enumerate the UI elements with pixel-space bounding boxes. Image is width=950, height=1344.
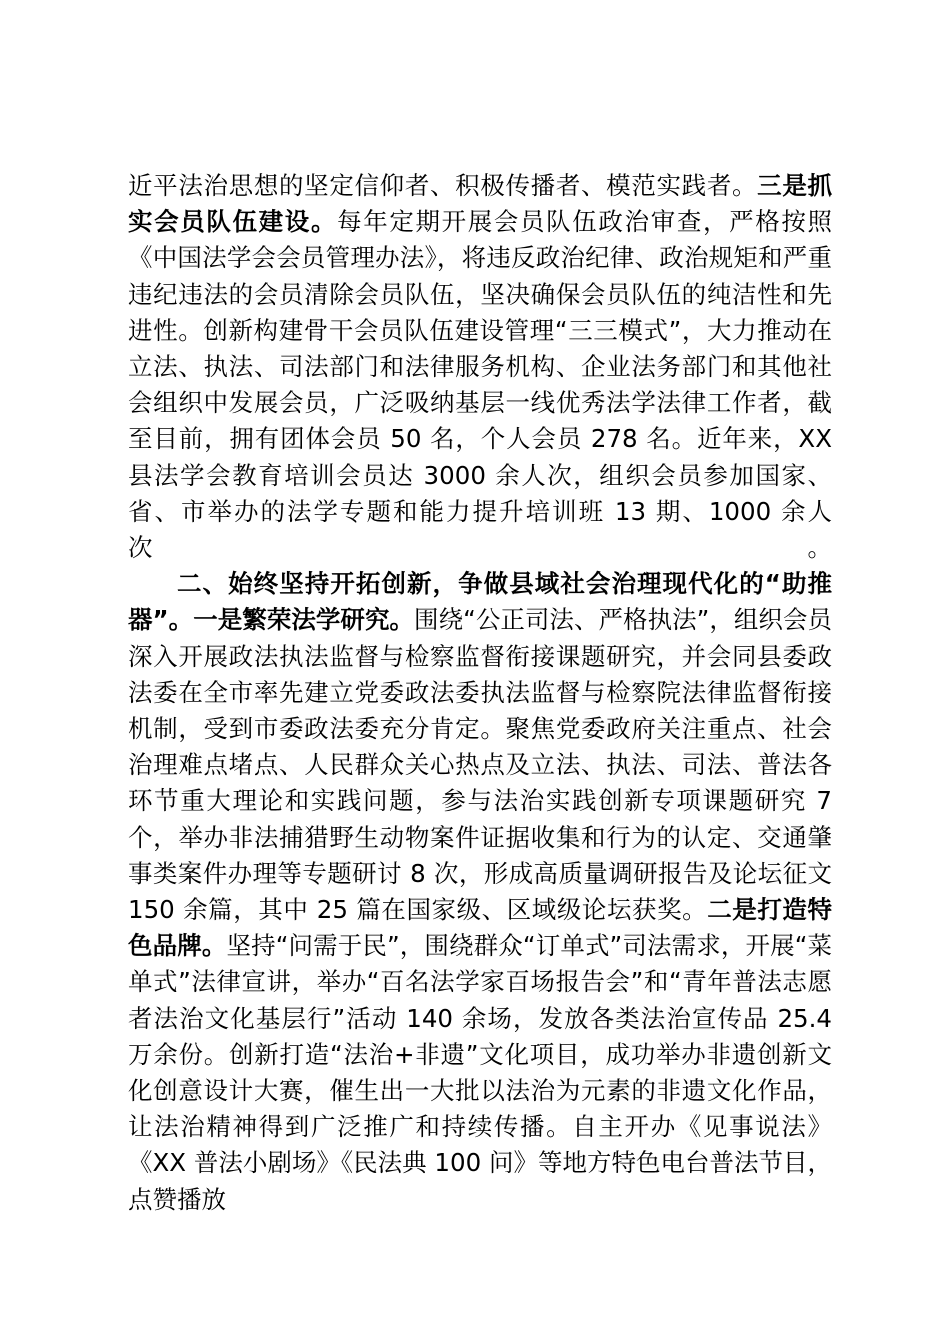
text-segment: 坚持“问需于民”，围绕群众“订单式”司法需求，开展“菜单式”法律宣讲，举办“百名法学家百场报告会”和“青年普法志愿者法治文化基层行”活动 140 余场，发放各类法治宣传品 25.4 万余份。创新打造“法治+非遗”文化项目，成功举办非遗创新文化创意设计大赛，催生出一大批以法治为元素的非遗文化作品，让法治精神得到广泛推广和持续传播。自主开办《见事说法》《XX 普法小剧场》《民法典 100 问》等地方特色电台普法节目，点赞播放 — [128, 931, 833, 1214]
section-heading: 二、始终坚持开拓创新，争做县域社会治理现代化的“助推器”。 — [128, 569, 832, 635]
text-segment: 每年定期开展会员队伍政治审查，严格按照《中国法学会会员管理办法》，将违反政治纪律、政治规矩和严重违纪违法的会员清除会员队伍，坚决确保会员队伍的纯洁性和先进性。创新构建骨干会员队伍建设管理“三三模式”，大力推动在立法、执法、司法部门和法律服务机构、企业法务部门和其他社会组织中发展会员，广泛吸纳基层一线优秀法学法律工作者，截至目前，拥有团体会员 50 名，个人会员 278 名。近年来，XX 县法学会教育培训会员达 3000 余人次，组织会员参加国家、省、市举办的法学专题和能力提升培训班 13 期、1000 余人次。 — [128, 207, 832, 563]
text-segment: 围绕“公正司法、严格执法”，组织会员深入开展政法执法监督与检察监督衔接课题研究，并会同县委政法委在全市率先建立党委政法委执法监督与检察院法律监督衔接机制，受到市委政法委充分肯定。聚焦党委政府关注重点、社会治理难点堵点、人民群众关心热点及立法、执法、司法、普法各环节重大理论和实践问题，参与法治实践创新专项课题研究 7 个，举办非法捕猎野生动物案件证据收集和行为的认定、交通肇事类案件办理等专题研讨 8 次，形成高质量调研报告及论坛征文 150 余篇，其中 25 篇在国家级、区域级论坛获奖。 — [128, 605, 833, 925]
body-text — [128, 168, 832, 1218]
bold-heading-two: 二是打造特色品牌。 — [128, 895, 832, 961]
bold-heading-three: 三是抓实会员队伍建设。 — [128, 171, 833, 237]
text-segment: 近平法治思想的坚定信仰者、积极传播者、模范实践者。 — [128, 171, 758, 200]
paragraph-section-two — [128, 566, 832, 1218]
paragraph-member-team — [128, 168, 832, 566]
bold-heading-one: 一是繁荣法学研究。 — [193, 605, 415, 635]
